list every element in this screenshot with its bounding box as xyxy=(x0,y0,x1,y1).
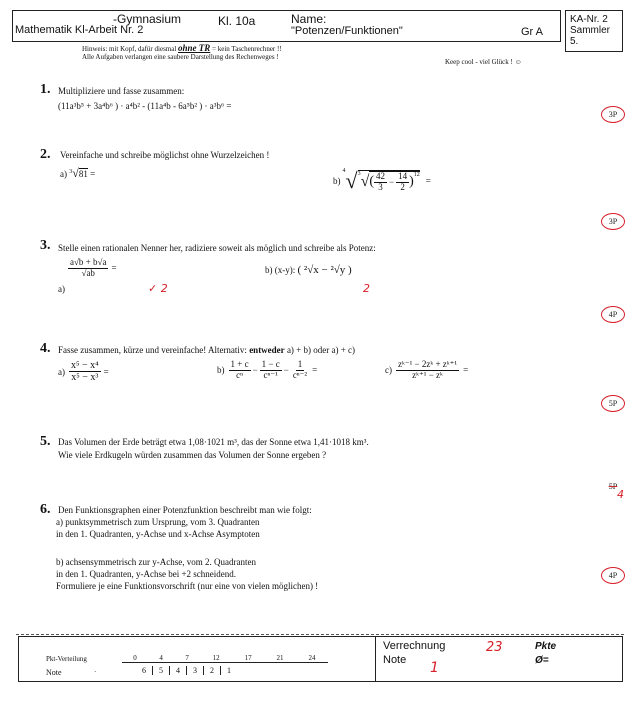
pkt-value: 21 xyxy=(276,654,284,662)
note-scale xyxy=(136,666,237,675)
pkt-verteilung-label: Pkt-Verteilung xyxy=(46,655,87,663)
grading-mark: ✓ 2 xyxy=(148,282,168,295)
grading-mark: 4 xyxy=(617,488,624,501)
ka-box-line: 5. xyxy=(570,36,579,47)
note-value: 2 xyxy=(204,666,221,675)
task4b: b) $\frac{1 + c}{\text{cⁿ}}$ − $\frac{1 - c}{\text{cⁿ⁻¹}}$ − $\frac{1}{\text{cⁿ⁻²}}$ = xyxy=(217,359,318,380)
task-number: 2. xyxy=(40,147,51,162)
pkt-value: 24 xyxy=(308,654,316,662)
note-dot: · xyxy=(94,668,97,676)
points-badge: 3P xyxy=(601,213,625,230)
pkt-scale xyxy=(122,654,328,663)
keep-cool-note: Keep cool - viel Glück ! ☺ xyxy=(445,58,522,66)
task-text: Wie viele Erdkugeln würden zusammen das Volumen der Sonne ergeben ? xyxy=(58,450,327,460)
task-text: b) achsensymmetrisch zur y-Achse, vom 2. Quadranten xyxy=(56,557,256,567)
task-number: 6. xyxy=(40,502,51,517)
notice-line-2: Alle Aufgaben verlangen eine saubere Darstellung des Rechenweges ! xyxy=(82,53,279,61)
header-box xyxy=(12,10,561,42)
points-badge: 3P xyxy=(601,106,625,123)
name-label: Name: xyxy=(291,12,327,26)
school-name: -Gymnasium xyxy=(113,12,182,26)
total-points-handwritten: 23 xyxy=(486,640,503,655)
task4a: a) $\frac{\text{x⁵ − x⁴}}{\text{x⁵ − x³}}$ = xyxy=(58,360,109,383)
subject-line: Mathematik Kl-Arbeit Nr. 2 xyxy=(15,24,144,36)
grading-mark: 2 xyxy=(363,282,370,295)
task-text: Vereinfache und schreibe möglichst ohne Wurzelzeichen ! xyxy=(60,150,270,160)
task-text: Multipliziere und fasse zusammen: xyxy=(58,86,185,96)
footer-divider xyxy=(375,636,376,682)
task-number: 1. xyxy=(40,82,51,97)
task3b: b) (x-y): ( ²√x − ²√y ) xyxy=(265,264,352,276)
group-label: Gr A xyxy=(521,26,544,38)
ka-box-line: KA-Nr. 2 xyxy=(570,14,608,25)
task4c: c) $\frac{\text{zᵏ⁻¹ − 2zᵏ + zᵏ⁺¹}}{\text{zᵏ⁺¹ − zᵏ}}$ = xyxy=(385,359,469,380)
note-label: Note xyxy=(46,668,62,677)
verrechnung-label: Verrechnung xyxy=(383,640,446,652)
class-label: Kl. 10a xyxy=(218,14,256,28)
points-badge: 4P xyxy=(601,306,625,323)
grade-handwritten: 1 xyxy=(430,660,439,676)
points-badge: 5P xyxy=(608,482,618,491)
task-text: Stelle einen rationalen Nenner her, radiziere soweit als möglich und schreibe als Potenz: xyxy=(58,243,376,253)
task-text: in den 1. Quadranten, y-Achse bei +2 schneidend. xyxy=(56,569,237,579)
points-badge: 5P xyxy=(601,395,625,412)
ka-box-line: Sammler xyxy=(570,25,611,36)
pkt-value: 4 xyxy=(159,654,163,662)
note-value: 6 xyxy=(142,666,146,675)
notice-line-1: Hinweis: mit Kopf, dafür diesmal ohne TR = kein Taschenrechner !! xyxy=(82,43,282,53)
pkt-value: 12 xyxy=(212,654,220,662)
task-text: Das Volumen der Erde beträgt etwa 1,08·1021 m³, das der Sonne etwa 1,41·1018 km³. xyxy=(58,437,369,447)
average-label: Ø= xyxy=(535,655,549,666)
footer-dashed-line xyxy=(16,634,624,635)
task3a-label: a) xyxy=(58,284,65,294)
task-text: Fasse zusammen, kürze und vereinfache! Alternativ: entweder a) + b) oder a) + c) xyxy=(58,345,356,355)
task-number: 3. xyxy=(40,238,51,253)
note-value: 1 xyxy=(221,666,238,675)
task-text: in den 1. Quadranten, y-Achse und x-Achse Asymptoten xyxy=(56,529,260,539)
pkt-value: 7 xyxy=(185,654,189,662)
task3a-fraction: $\frac{a√b + b√a}{√ab}$ = xyxy=(70,257,117,278)
task-text: Formuliere je eine Funktionsvorschrift (nur eine von vielen möglichen) ! xyxy=(56,581,319,591)
note-value: 3 xyxy=(187,666,204,675)
task-number: 5. xyxy=(40,434,51,449)
task2b: b) 4 √ 3 √ ( $\frac{42}{3}$ − $\frac{14}{2}$ ) $^{12}$ = xyxy=(333,168,431,193)
task-text: Den Funktionsgraphen einer Potenzfunktion beschreibt man wie folgt: xyxy=(58,505,312,515)
note-value: 4 xyxy=(170,666,187,675)
ka-number-box xyxy=(565,10,623,52)
task1-expression: (11a³b⁵ + 3a⁴b⁶ ) · a⁴b² - (11a⁴b - 6a⁵b² ) · a³b⁶ = xyxy=(58,101,232,111)
note2-label: Note xyxy=(383,654,407,666)
task2a: a) $^3$√81 = xyxy=(60,166,96,180)
task-number: 4. xyxy=(40,341,51,356)
topic-label: "Potenzen/Funktionen" xyxy=(291,25,403,37)
pkt-value: 0 xyxy=(133,654,137,662)
pkt-value: 17 xyxy=(244,654,252,662)
pkte-label: Pkte xyxy=(535,641,557,652)
points-badge: 4P xyxy=(601,567,625,584)
task-text: a) punktsymmetrisch zum Ursprung, vom 3. Quadranten xyxy=(56,517,260,527)
note-value: 5 xyxy=(153,666,170,675)
